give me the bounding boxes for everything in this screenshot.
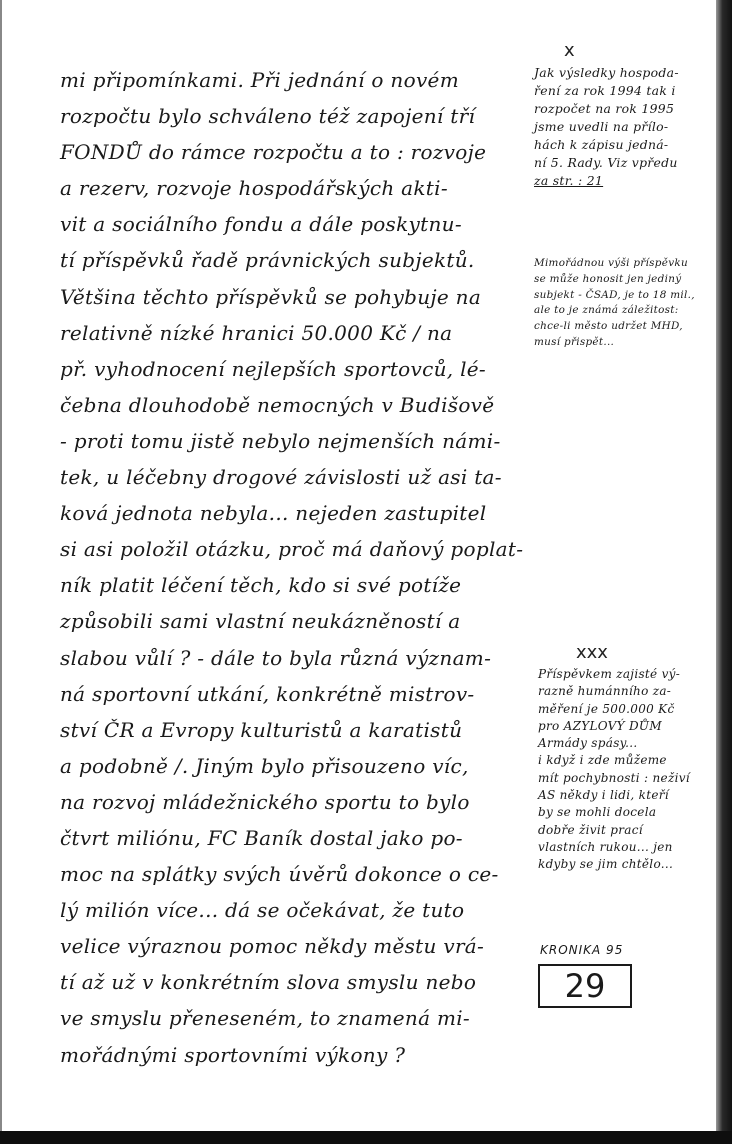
text-line: tí příspěvků řadě právnických subjektů. xyxy=(60,248,475,273)
footnote-mark-triple: xxx xyxy=(576,642,608,663)
scan-edge-bottom xyxy=(0,1131,732,1144)
main-handwritten-text xyxy=(60,62,530,1073)
note-line: Jak výsledky hospoda- xyxy=(534,65,679,80)
note-line: musí přispět... xyxy=(534,335,615,348)
text-line: relativně nízké hranici 50.000 Kč / na xyxy=(60,320,453,345)
note-line: mít pochybnosti : neživí xyxy=(538,770,690,785)
note-line: za str. : 21 xyxy=(534,173,604,188)
note-line: se může honosit jen jediný xyxy=(534,272,682,285)
note-line: AS někdy i lidi, kteří xyxy=(538,788,669,803)
text-line: velice výraznou pomoc někdy městu vrá- xyxy=(60,934,485,959)
note-line: dobře živit prací xyxy=(538,822,643,837)
page-number: 29 xyxy=(538,964,632,1008)
note-line: ní 5. Rady. Viz vpředu xyxy=(534,155,678,170)
note-line: kdyby se jim chtělo... xyxy=(538,857,674,872)
chronicle-label: KRONIKA 95 xyxy=(540,943,624,957)
text-line: mi připomínkami. Při jednání o novém xyxy=(60,68,459,92)
text-line: čebna dlouhodobě nemocných v Budišově xyxy=(60,392,495,417)
note-line: jsme uvedli na přílo- xyxy=(534,119,669,134)
margin-note-shelter xyxy=(538,666,716,874)
text-line: si asi položil otázku, proč má daňový poplat- xyxy=(60,537,524,562)
note-line: ření za rok 1994 tak i xyxy=(534,83,676,98)
text-line: Většina těchto příspěvků se pohybuje na xyxy=(60,284,482,309)
note-line: pro AZYLOVÝ DŮM xyxy=(538,718,662,733)
note-line: Mimořádnou výši příspěvku xyxy=(534,257,688,269)
note-line: rozpočet na rok 1995 xyxy=(534,101,675,116)
text-line: ství ČR a Evropy kulturistů a karatistů xyxy=(60,717,463,742)
note-line: Příspěvkem zajisté vý- xyxy=(538,667,681,681)
text-line: způsobili sami vlastní neukázněností a xyxy=(60,609,461,634)
footnote-mark-single: x xyxy=(564,40,575,61)
note-line: hách k zápisu jedná- xyxy=(534,137,669,152)
text-line: ve smyslu přeneseném, to znamená mi- xyxy=(60,1006,470,1031)
text-line: čtvrt miliónu, FC Baník dostal jako po- xyxy=(60,825,463,850)
note-line: razně humánního za- xyxy=(538,684,672,699)
text-line: tí až už v konkrétním slova smyslu nebo xyxy=(60,970,477,995)
text-line: vit a sociálního fondu a dále poskytnu- xyxy=(60,212,462,237)
margin-note-budget xyxy=(534,64,714,190)
text-line: lý milión více... dá se očekávat, že tuto xyxy=(60,898,465,923)
text-line: FONDŮ do rámce rozpočtu a to : rozvoje xyxy=(60,140,487,165)
note-line: vlastních rukou... jen xyxy=(538,839,673,854)
text-line: - proti tomu jistě nebylo nejmenších námi- xyxy=(60,428,501,453)
note-line: subjekt - ČSAD, je to 18 mil., xyxy=(534,288,695,301)
margin-note-csad xyxy=(534,256,714,351)
text-line: rozpočtu bylo schváleno též zapojení tří xyxy=(60,104,476,129)
note-line: Armády spásy... xyxy=(538,736,638,751)
text-line: př. vyhodnocení nejlepších sportovců, lé- xyxy=(60,356,486,381)
note-line: měření je 500.000 Kč xyxy=(538,701,675,716)
text-line: ník platit léčení těch, kdo si své potíže xyxy=(60,573,462,598)
text-line: moc na splátky svých úvěrů dokonce o ce- xyxy=(60,862,499,887)
text-line: slabou vůlí ? - dále to byla různá význam- xyxy=(60,645,492,670)
text-line: ková jednota nebyla... nejeden zastupitel xyxy=(60,501,487,526)
text-line: tek, u léčebny drogové závislosti už asi ta- xyxy=(60,465,502,490)
text-line: ná sportovní utkání, konkrétně mistrov- xyxy=(60,681,475,706)
scan-edge-right xyxy=(716,0,732,1131)
note-line: by se mohli docela xyxy=(538,805,657,820)
text-line: a rezerv, rozvoje hospodářských akti- xyxy=(60,176,448,201)
text-line: a podobně /. Jiným bylo přisouzeno víc, xyxy=(60,753,469,778)
note-line: ale to je známá záležitost: xyxy=(534,304,679,317)
text-line: mořádnými sportovními výkony ? xyxy=(60,1042,406,1067)
text-line: na rozvoj mládežnického sportu to bylo xyxy=(60,789,470,814)
note-line: i když i zde můžeme xyxy=(538,753,667,768)
note-line: chce-li město udržet MHD, xyxy=(534,320,683,333)
